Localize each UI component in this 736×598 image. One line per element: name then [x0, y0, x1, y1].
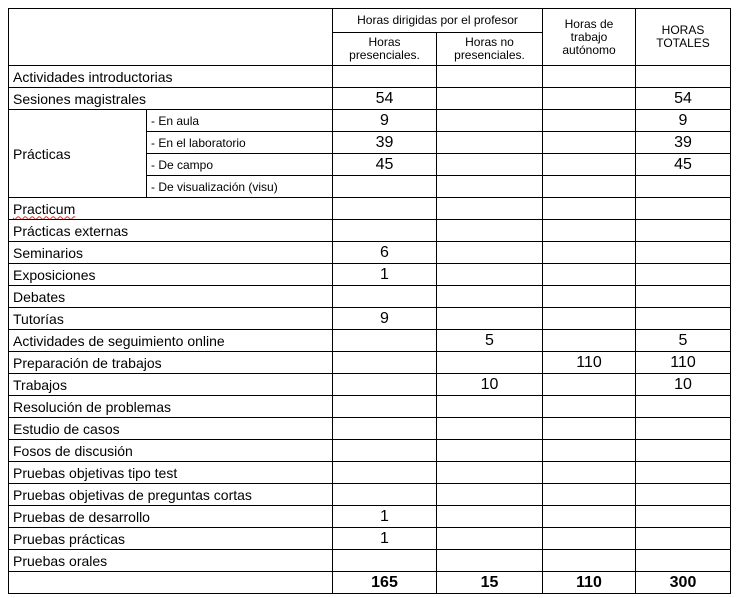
- cell-autonomo: [543, 330, 636, 352]
- cell-autonomo: [543, 484, 636, 506]
- header-dirigidas: Horas dirigidas por el profesor: [333, 9, 543, 33]
- row-label: Fosos de discusión: [9, 440, 333, 462]
- cell-no-presenciales: [437, 528, 543, 550]
- cell-autonomo: [543, 286, 636, 308]
- cell-presenciales: [333, 462, 437, 484]
- cell-no-presenciales: [437, 308, 543, 330]
- cell-presenciales: 54: [333, 88, 437, 110]
- table-row: [9, 374, 731, 396]
- table-row: [9, 418, 731, 440]
- row-label: Pruebas orales: [9, 550, 333, 572]
- table-row: [9, 220, 731, 242]
- row-label: Actividades introductorias: [9, 66, 333, 88]
- cell-total: [636, 550, 731, 572]
- total-presenciales: 165: [333, 572, 437, 594]
- cell-presenciales: [333, 396, 437, 418]
- total-no-presenciales: 15: [437, 572, 543, 594]
- table-row: [9, 286, 731, 308]
- table-row: [9, 462, 731, 484]
- cell-autonomo: [543, 154, 636, 176]
- header-presenciales: Horas presenciales.: [333, 33, 437, 66]
- table-row: [9, 110, 731, 132]
- cell-autonomo: [543, 506, 636, 528]
- cell-total: 5: [636, 330, 731, 352]
- total-autonomo: 110: [543, 572, 636, 594]
- cell-total: 9: [636, 110, 731, 132]
- totals-blank-cell: [9, 572, 333, 594]
- practicum-label: Practicum: [13, 200, 76, 217]
- table-row: [9, 330, 731, 352]
- cell-autonomo: [543, 132, 636, 154]
- cell-presenciales: [333, 176, 437, 198]
- cell-no-presenciales: [437, 110, 543, 132]
- practicas-group-label: Prácticas: [9, 110, 147, 198]
- cell-no-presenciales: [437, 220, 543, 242]
- cell-presenciales: 39: [333, 132, 437, 154]
- cell-autonomo: [543, 198, 636, 220]
- cell-total: 54: [636, 88, 731, 110]
- row-label: [9, 198, 333, 220]
- row-sublabel: - En el laboratorio: [147, 132, 333, 154]
- cell-presenciales: [333, 440, 437, 462]
- table-row: [9, 66, 731, 88]
- table-row: [9, 242, 731, 264]
- cell-presenciales: [333, 550, 437, 572]
- cell-total: [636, 264, 731, 286]
- header-no-presenciales: Horas no presenciales.: [437, 33, 543, 66]
- cell-total: [636, 176, 731, 198]
- row-label: Pruebas de desarrollo: [9, 506, 333, 528]
- cell-autonomo: [543, 396, 636, 418]
- cell-presenciales: [333, 198, 437, 220]
- cell-no-presenciales: [437, 132, 543, 154]
- table-row: [9, 198, 731, 220]
- cell-autonomo: [543, 242, 636, 264]
- cell-total: [636, 286, 731, 308]
- table-row: [9, 396, 731, 418]
- row-label: Sesiones magistrales: [9, 88, 333, 110]
- row-label: Debates: [9, 286, 333, 308]
- cell-total: [636, 220, 731, 242]
- cell-presenciales: [333, 418, 437, 440]
- cell-autonomo: [543, 528, 636, 550]
- table-row: [9, 308, 731, 330]
- table-row: [9, 506, 731, 528]
- cell-total: [636, 396, 731, 418]
- cell-no-presenciales: [437, 198, 543, 220]
- cell-autonomo: [543, 220, 636, 242]
- cell-no-presenciales: [437, 286, 543, 308]
- header-totales: HORAS TOTALES: [636, 9, 731, 66]
- row-label: Preparación de trabajos: [9, 352, 333, 374]
- row-label: Trabajos: [9, 374, 333, 396]
- cell-no-presenciales: [437, 352, 543, 374]
- cell-presenciales: 1: [333, 528, 437, 550]
- row-sublabel: - De visualización (visu): [147, 176, 333, 198]
- cell-autonomo: [543, 550, 636, 572]
- cell-presenciales: 9: [333, 308, 437, 330]
- table-row: [9, 352, 731, 374]
- cell-no-presenciales: 10: [437, 374, 543, 396]
- cell-autonomo: [543, 176, 636, 198]
- cell-no-presenciales: [437, 154, 543, 176]
- cell-no-presenciales: [437, 396, 543, 418]
- cell-no-presenciales: [437, 418, 543, 440]
- cell-no-presenciales: 5: [437, 330, 543, 352]
- cell-total: [636, 308, 731, 330]
- cell-total: [636, 242, 731, 264]
- cell-total: [636, 506, 731, 528]
- cell-autonomo: [543, 440, 636, 462]
- row-label: Pruebas objetivas tipo test: [9, 462, 333, 484]
- header-blank-cell: [9, 9, 333, 66]
- cell-total: 39: [636, 132, 731, 154]
- cell-autonomo: [543, 88, 636, 110]
- row-label: Tutorías: [9, 308, 333, 330]
- cell-no-presenciales: [437, 484, 543, 506]
- cell-no-presenciales: [437, 264, 543, 286]
- cell-presenciales: [333, 374, 437, 396]
- table-row: [9, 484, 731, 506]
- cell-total: [636, 484, 731, 506]
- cell-presenciales: [333, 330, 437, 352]
- cell-total: 10: [636, 374, 731, 396]
- row-label: Pruebas objetivas de preguntas cortas: [9, 484, 333, 506]
- cell-presenciales: 1: [333, 264, 437, 286]
- cell-total: 45: [636, 154, 731, 176]
- cell-total: [636, 440, 731, 462]
- table-row: [9, 528, 731, 550]
- cell-autonomo: [543, 418, 636, 440]
- cell-autonomo: 110: [543, 352, 636, 374]
- cell-presenciales: [333, 484, 437, 506]
- cell-autonomo: [543, 374, 636, 396]
- cell-presenciales: [333, 220, 437, 242]
- row-label: Seminarios: [9, 242, 333, 264]
- row-label: Actividades de seguimiento online: [9, 330, 333, 352]
- cell-presenciales: 1: [333, 506, 437, 528]
- cell-total: [636, 462, 731, 484]
- cell-total: [636, 198, 731, 220]
- cell-presenciales: 6: [333, 242, 437, 264]
- cell-no-presenciales: [437, 176, 543, 198]
- header-autonomo: Horas de trabajo autónomo: [543, 9, 636, 66]
- cell-autonomo: [543, 66, 636, 88]
- cell-autonomo: [543, 462, 636, 484]
- row-label: Prácticas externas: [9, 220, 333, 242]
- table-row: [9, 264, 731, 286]
- cell-no-presenciales: [437, 88, 543, 110]
- table-row: [9, 550, 731, 572]
- cell-total: [636, 418, 731, 440]
- cell-no-presenciales: [437, 506, 543, 528]
- row-sublabel: - De campo: [147, 154, 333, 176]
- hours-table: [8, 8, 731, 594]
- cell-no-presenciales: [437, 462, 543, 484]
- cell-no-presenciales: [437, 66, 543, 88]
- cell-autonomo: [543, 110, 636, 132]
- cell-autonomo: [543, 308, 636, 330]
- totals-row: [9, 572, 731, 594]
- table-row: [9, 440, 731, 462]
- cell-total: [636, 528, 731, 550]
- row-label: Resolución de problemas: [9, 396, 333, 418]
- cell-presenciales: 45: [333, 154, 437, 176]
- total-horas: 300: [636, 572, 731, 594]
- cell-no-presenciales: [437, 440, 543, 462]
- cell-autonomo: [543, 264, 636, 286]
- row-label: Pruebas prácticas: [9, 528, 333, 550]
- cell-total: 110: [636, 352, 731, 374]
- cell-total: [636, 66, 731, 88]
- cell-presenciales: 9: [333, 110, 437, 132]
- cell-no-presenciales: [437, 242, 543, 264]
- cell-no-presenciales: [437, 550, 543, 572]
- cell-presenciales: [333, 286, 437, 308]
- cell-presenciales: [333, 66, 437, 88]
- row-label: Estudio de casos: [9, 418, 333, 440]
- table-row: [9, 88, 731, 110]
- cell-presenciales: [333, 352, 437, 374]
- row-sublabel: - En aula: [147, 110, 333, 132]
- row-label: Exposiciones: [9, 264, 333, 286]
